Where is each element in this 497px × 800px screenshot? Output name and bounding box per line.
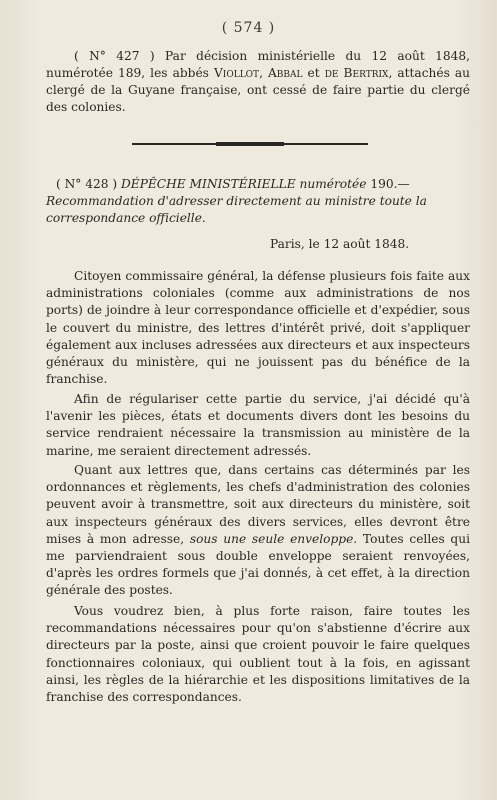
paragraph-3: Quant aux lettres que, dans certains cas déterminés par les ordonnances et règlements, les chefs d'administration des colonies peuvent avoir à transmettre, soit aux directeurs du ministère, soit aux inspecteurs généraux des divers services, elles devront être mises à mon adresse, sous une seule enveloppe. Toutes celles qui me parviendraient sous double enveloppe seraient renvoyées, d'après les ordres formels que j'ai donnés, à cet effet, à la direction générale des postes.: [46, 463, 470, 598]
paragraph-2: Afin de régulariser cette partie du service, j'ai décidé qu'à l'avenir les pièces, états et documents divers dont les besoins du service rendraient nécessaire la transmission au ministère de la marine, me seraient directement adressés.: [46, 392, 470, 458]
page-number: ( 574 ): [221, 20, 276, 36]
decision-427-text: ( N° 427 ) Par décision ministérielle du 12 août 1848, numérotée 189, les abbés Viollot, Abbal et de Bertrix, attachés au clergé de la Guyane française, ont cessé de faire partie du clergé des colonies.: [46, 49, 471, 114]
depeche-heading: ( N° 428 ) DÉPÊCHE MINISTÉRIELLE numérotée 190.— Recommandation d'adresser directement au ministre toute la correspondance officielle.: [46, 177, 427, 225]
depeche-subtitle: Recommandation d'adresser directement au ministre toute la correspondance officielle.: [46, 194, 427, 225]
decision-427: [46, 48, 470, 116]
paragraph-1: Citoyen commissaire général, la défense plusieurs fois faite aux administrations coloniales (comme aux administrations de nos ports) de joindre à leur correspondance officielle et d'expédier, sous le couvert du ministre, des lettres d'intérêt privé, doit s'appliquer également aux incluses adressées aux directeurs et aux inspecteurs généraux du ministère, qui ne jouissent pas du bénéfice de la franchise.: [46, 269, 470, 387]
emphasis-enveloppe: sous une seule enveloppe.: [189, 531, 358, 546]
depeche-number: ( N° 428 ): [56, 177, 118, 191]
name-de-bertrix: de Bertrix: [324, 66, 389, 80]
name-viollot: Viollot: [213, 66, 260, 80]
paragraph-4: Vous voudrez bien, à plus forte raison, faire toutes les recommandations nécessaires pour qu'on s'abstienne d'écrire aux directeurs par la poste, ainsi que croient pouvoir le faire quelques fonctionnaires coloniaux, qui oublient tout à la fois, en agissant ainsi, les règles de la hiérarchie et les dispositions limitatives de la franchise des correspondances.: [46, 604, 470, 705]
name-abbal: Abbal: [267, 66, 303, 80]
decision-number: ( N° 427 ): [74, 49, 155, 63]
depeche-title: DÉPÊCHE MINISTÉRIELLE: [121, 177, 296, 191]
date-line: Paris, le 12 août 1848.: [270, 237, 410, 251]
section-divider: [132, 143, 368, 145]
